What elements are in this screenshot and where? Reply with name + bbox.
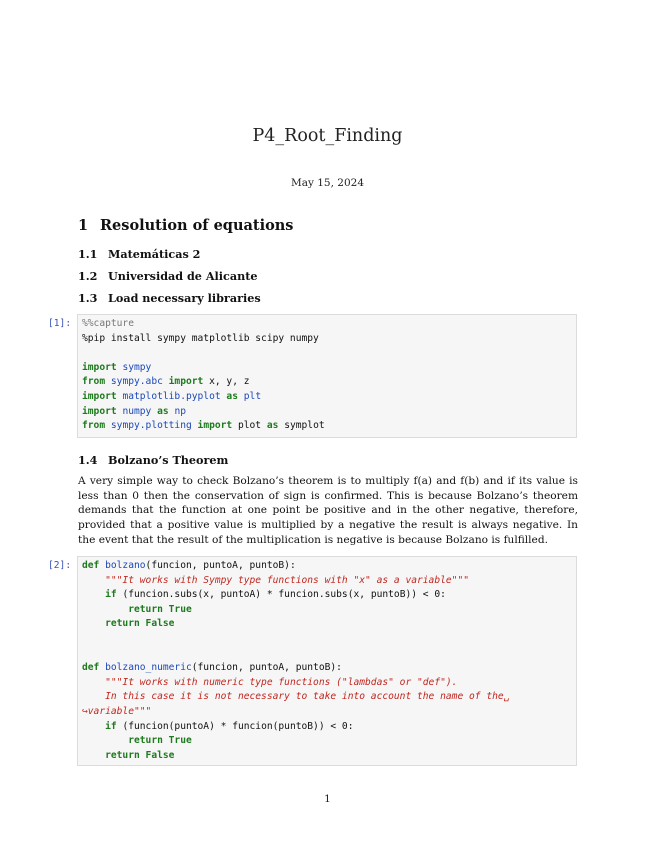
code-token: import [82, 390, 117, 402]
code-token: """It works with numeric type functions ("lambdas" or "def"). [105, 676, 458, 688]
code-token: return [128, 735, 163, 747]
code-token: (funcion, puntoA, puntoB): [191, 662, 342, 674]
code-line [82, 690, 576, 705]
code-token [82, 691, 105, 702]
code-token: numpy [122, 405, 152, 417]
code-token: as [266, 420, 279, 432]
code-line [82, 734, 576, 749]
subsection-heading [78, 291, 261, 305]
subsection-title: Bolzano’s Theorem [108, 453, 229, 467]
code-token [82, 604, 128, 615]
code-token: x, y, z [203, 376, 250, 388]
code-line [82, 390, 576, 405]
subsection-heading [78, 453, 228, 467]
subsection-heading [78, 247, 200, 261]
page-number: 1 [324, 793, 331, 805]
code-line [82, 361, 576, 376]
subsection-number: 1.1 [78, 247, 98, 261]
code-token: In this case it is not necessary to take into account the name of the [105, 691, 504, 703]
code-line [82, 346, 576, 361]
code-line [82, 720, 576, 735]
code-cell[interactable] [77, 314, 577, 438]
code-token: import [82, 405, 117, 417]
section-title: Resolution of equations [100, 217, 294, 234]
code-line [82, 332, 576, 347]
code-token: (funcion.subs(x, puntoA) * funcion.subs(x, puntoB)) < 0: [116, 589, 446, 601]
code-line [82, 661, 576, 676]
code-token [82, 618, 105, 629]
cell-prompt: [2]: [48, 560, 72, 571]
code-token: %%capture [82, 318, 134, 329]
code-token: from [82, 420, 106, 432]
code-line [82, 749, 576, 764]
code-token: matplotlib.pyplot [122, 390, 221, 402]
code-token [82, 677, 105, 688]
document-date: May 15, 2024 [290, 177, 365, 189]
code-token: return [128, 603, 163, 615]
code-token [82, 589, 105, 600]
code-token: if [105, 589, 117, 601]
code-token: if [105, 720, 117, 732]
code-line [82, 375, 576, 390]
code-token: ↪ [82, 705, 88, 717]
code-token: (funcion, puntoA, puntoB): [145, 560, 296, 571]
code-token: sympy.plotting [110, 420, 192, 432]
code-token: (funcion(puntoA) * funcion(puntoB)) < 0: [116, 720, 354, 732]
subsection-number: 1.2 [78, 269, 98, 283]
code-line [82, 317, 576, 332]
code-token: def [82, 560, 100, 571]
subsection-title: Matemáticas 2 [108, 247, 201, 261]
code-line [82, 603, 576, 618]
code-token: True [168, 603, 192, 615]
code-token [82, 750, 105, 761]
code-line [82, 676, 576, 691]
subsection-title: Load necessary libraries [108, 291, 261, 305]
section-heading [78, 217, 293, 234]
code-token: return [105, 618, 140, 630]
document-title: P4_Root_Finding [252, 126, 403, 146]
code-token: as [226, 390, 238, 402]
code-cell[interactable] [77, 556, 577, 766]
code-line [82, 559, 576, 574]
code-token: symplot [278, 420, 325, 432]
code-line [82, 705, 576, 720]
code-token [82, 735, 128, 746]
code-token: import [168, 376, 204, 388]
code-token: variable""" [87, 705, 152, 717]
code-line [82, 632, 576, 647]
code-line [82, 588, 576, 603]
code-token: import [197, 420, 233, 432]
subsection-number: 1.3 [78, 291, 98, 305]
code-token: bolzano [105, 560, 146, 571]
code-line [82, 647, 576, 662]
code-token: False [145, 618, 175, 630]
subsection-number: 1.4 [78, 453, 98, 467]
code-token: plot [232, 420, 267, 432]
code-line [82, 617, 576, 632]
code-line [82, 574, 576, 589]
section-number: 1 [78, 217, 89, 234]
subsection-title: Universidad de Alicante [108, 269, 258, 283]
code-token: bolzano_numeric [105, 662, 192, 674]
code-token [82, 721, 105, 732]
code-token: return [105, 749, 140, 761]
code-token: as [157, 405, 169, 417]
code-token: from [82, 376, 106, 388]
code-token: False [145, 749, 175, 761]
code-token: """It works with Sympy type functions with "x" as a variable""" [105, 574, 469, 586]
body-paragraph: A very simple way to check Bolzano’s theorem is to multiply f(a) and f(b) and if its value is less than 0 then the conservation of sign is confirmed. This is because Bolzano’s theorem demands that the function at one point be positive and in the other negative, therefore, provided that a positive value is multiplied by a negative the result is always negative. In the event that the result of the multiplication is negative is because Bolzano is fulfilled. [78, 475, 578, 546]
code-token: np [174, 405, 187, 417]
code-line [82, 419, 576, 434]
subsection-heading [78, 269, 258, 283]
code-token: %pip install sympy matplotlib scipy numpy [82, 332, 319, 344]
code-token: sympy.abc [110, 376, 163, 388]
code-token: sympy [122, 361, 152, 373]
code-token: True [168, 735, 192, 747]
code-token: def [82, 662, 100, 674]
cell-prompt: [1]: [48, 318, 72, 329]
code-line [82, 405, 576, 420]
code-token [82, 575, 105, 586]
code-token: import [82, 361, 117, 373]
code-token: ␣ [503, 691, 510, 703]
code-token: plt [243, 390, 262, 402]
